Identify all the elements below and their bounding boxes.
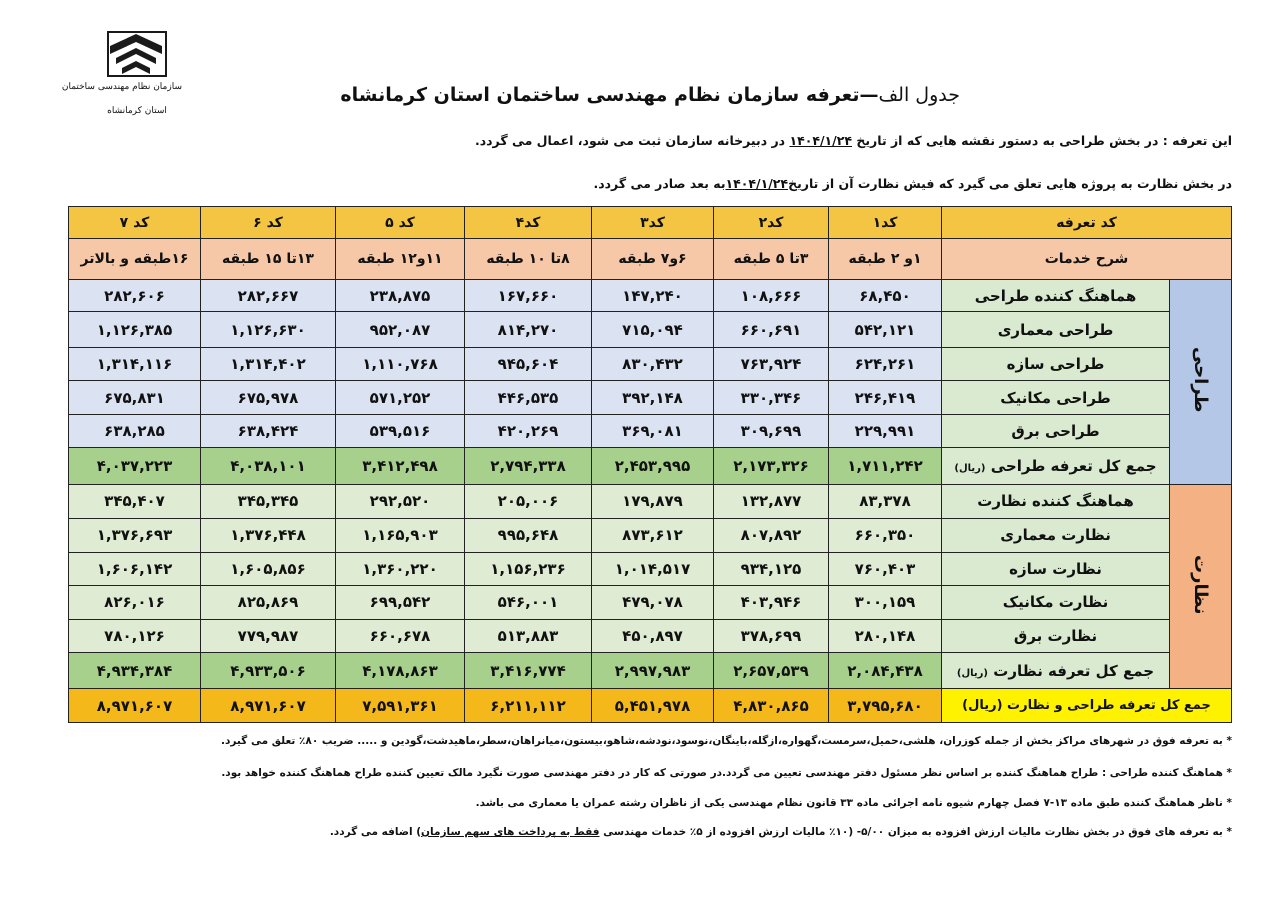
value-cell: ۴۷۹,۰۷۸ bbox=[592, 586, 714, 619]
design-section bbox=[1170, 279, 1232, 484]
note-3: * ناظر هماهنگ کننده طبق ماده ۱۳-۷ فصل چهارم شیوه نامه اجرائی ماده ۳۳ قانون نظام مهندسی یکی از ناظران رشته عمران یا معماری می باشد. bbox=[475, 797, 1232, 809]
floor-cell: ۱۶طبقه و بالاتر bbox=[69, 239, 201, 280]
value-cell: ۱,۶۰۶,۱۴۲ bbox=[69, 552, 201, 585]
value-cell: ۷۸۰,۱۲۶ bbox=[69, 619, 201, 652]
value-cell: ۶۳۸,۴۲۴ bbox=[201, 414, 336, 447]
total-row bbox=[69, 653, 1232, 689]
intro-line-2-date: ۱۴۰۴/۱/۲۴ bbox=[725, 176, 789, 191]
note-1: * به تعرفه فوق در شهرهای مراکز بخش از جمله کوزران، هلشی،حمیل،سرمست،گهواره،ازگله،باینگان،نوسود،نودشه،شاهو،بیستون،میانراهان،سطر،ماهیدشت،گودین و ..... ضریب ۸۰٪ تعلق می گیرد. bbox=[220, 735, 1232, 747]
value-cell: ۸۷۳,۶۱۲ bbox=[592, 519, 714, 552]
logo-province: استان کرمانشاه bbox=[107, 106, 167, 116]
total-unit: (ریال) bbox=[954, 462, 986, 474]
value-cell: ۶۲۴,۲۶۱ bbox=[829, 347, 942, 380]
value-cell: ۲۲۹,۹۹۱ bbox=[829, 414, 942, 447]
grand-total-cell: ۸,۹۷۱,۶۰۷ bbox=[69, 689, 201, 723]
total-value-cell: ۲,۶۵۷,۵۳۹ bbox=[714, 653, 829, 689]
table-row bbox=[69, 279, 1232, 311]
total-value-cell: ۱,۷۱۱,۲۴۲ bbox=[829, 448, 942, 484]
value-cell: ۱۷۹,۸۷۹ bbox=[592, 484, 714, 518]
value-cell: ۱,۱۶۵,۹۰۳ bbox=[336, 519, 465, 552]
value-cell: ۱,۱۱۰,۷۶۸ bbox=[336, 347, 465, 380]
design-section-label: طراحی bbox=[1190, 347, 1212, 413]
value-cell: ۱۳۲,۸۷۷ bbox=[714, 484, 829, 518]
page-title bbox=[340, 84, 960, 106]
total-value-cell: ۲,۷۹۴,۳۳۸ bbox=[465, 448, 592, 484]
grand-total-cell: ۳,۷۹۵,۶۸۰ bbox=[829, 689, 942, 723]
value-cell: ۸۲۵,۸۶۹ bbox=[201, 586, 336, 619]
code-header: کد تعرفه bbox=[942, 207, 1232, 239]
value-cell: ۲۰۵,۰۰۶ bbox=[465, 484, 592, 518]
total-unit: (ریال) bbox=[956, 667, 989, 679]
table-row bbox=[69, 414, 1232, 447]
row-label: نظارت مکانیک bbox=[942, 586, 1170, 619]
note-2: * هماهنگ کننده طراحی : طراح هماهنگ کننده بر اساس نظر مسئول دفتر مهندسی تعیین می گردد.در صورتی که کار در دفتر مهندسی صورت نگیرد مالک تعیین کننده طراح هماهنگ کننده خواهد بود. bbox=[221, 767, 1232, 779]
value-cell: ۲۸۰,۱۴۸ bbox=[829, 619, 942, 652]
row-label: طراحی مکانیک bbox=[942, 381, 1170, 414]
value-cell: ۳۴۵,۴۰۷ bbox=[69, 484, 201, 518]
grand-total-cell: ۷,۵۹۱,۳۶۱ bbox=[336, 689, 465, 723]
total-value-cell: ۲,۰۸۴,۴۳۸ bbox=[829, 653, 942, 689]
code-cell: کد ۷ bbox=[69, 207, 201, 239]
value-cell: ۷۶۰,۴۰۳ bbox=[829, 552, 942, 585]
grand-total-label: جمع کل تعرفه طراحی و نظارت (ریال) bbox=[942, 689, 1232, 723]
supervision-section-label: نظارت bbox=[1190, 554, 1212, 615]
value-cell: ۲۹۲,۵۲۰ bbox=[336, 484, 465, 518]
value-cell: ۲۸۲,۶۰۶ bbox=[69, 279, 201, 311]
value-cell: ۱۶۷,۶۶۰ bbox=[465, 279, 592, 311]
title-prefix: جدول الف bbox=[878, 84, 960, 106]
total-value-cell: ۴,۹۳۴,۳۸۴ bbox=[69, 653, 201, 689]
table-row bbox=[69, 519, 1232, 552]
value-cell: ۴۲۰,۲۶۹ bbox=[465, 414, 592, 447]
value-cell: ۱,۱۲۶,۶۳۰ bbox=[201, 312, 336, 347]
value-cell: ۶۶۰,۳۵۰ bbox=[829, 519, 942, 552]
floor-cell: ۳تا ۵ طبقه bbox=[714, 239, 829, 280]
value-cell: ۱,۳۱۴,۱۱۶ bbox=[69, 347, 201, 380]
total-value-cell: ۳,۴۱۲,۴۹۸ bbox=[336, 448, 465, 484]
floor-cell: ۸تا ۱۰ طبقه bbox=[465, 239, 592, 280]
logo bbox=[61, 30, 182, 116]
table-row bbox=[69, 347, 1232, 380]
total-value-cell: ۴,۰۳۸,۱۰۱ bbox=[201, 448, 336, 484]
value-cell: ۴۵۰,۸۹۷ bbox=[592, 619, 714, 652]
value-cell: ۵۳۹,۵۱۶ bbox=[336, 414, 465, 447]
value-cell: ۳۴۵,۳۴۵ bbox=[201, 484, 336, 518]
value-cell: ۱۴۷,۲۴۰ bbox=[592, 279, 714, 311]
row-label: طراحی معماری bbox=[942, 312, 1170, 347]
table-row bbox=[69, 552, 1232, 585]
value-cell: ۷۶۳,۹۲۴ bbox=[714, 347, 829, 380]
intro-line-1-date: ۱۴۰۴/۱/۲۴ bbox=[789, 133, 852, 148]
value-cell: ۱,۳۶۰,۲۲۰ bbox=[336, 552, 465, 585]
value-cell: ۳۰۹,۶۹۹ bbox=[714, 414, 829, 447]
value-cell: ۶۸,۴۵۰ bbox=[829, 279, 942, 311]
code-cell: کد۴ bbox=[465, 207, 592, 239]
value-cell: ۱,۳۷۶,۶۹۳ bbox=[69, 519, 201, 552]
value-cell: ۲۸۲,۶۶۷ bbox=[201, 279, 336, 311]
row-label: هماهنگ کننده نظارت bbox=[942, 484, 1170, 518]
total-value-cell: ۲,۱۷۳,۳۲۶ bbox=[714, 448, 829, 484]
note-4-a: * به تعرفه های فوق در بخش نظارت مالیات ارزش افزوده به میزان ۵/۰۰- (۱۰٪ مالیات ارزش افزوده از ۵٪ خدمات مهندسی bbox=[599, 826, 1232, 838]
value-cell: ۸۰۷,۸۹۲ bbox=[714, 519, 829, 552]
code-cell: کد۱ bbox=[829, 207, 942, 239]
value-cell: ۴۴۶,۵۳۵ bbox=[465, 381, 592, 414]
value-cell: ۱,۱۲۶,۳۸۵ bbox=[69, 312, 201, 347]
floor-cell: ۱۳تا ۱۵ طبقه bbox=[201, 239, 336, 280]
grand-total-cell: ۶,۲۱۱,۱۱۲ bbox=[465, 689, 592, 723]
supervision-section bbox=[1170, 484, 1232, 689]
code-cell: کد ۶ bbox=[201, 207, 336, 239]
value-cell: ۵۴۲,۱۲۱ bbox=[829, 312, 942, 347]
table-row bbox=[69, 381, 1232, 414]
code-row bbox=[69, 207, 1232, 239]
value-cell: ۶۷۵,۸۳۱ bbox=[69, 381, 201, 414]
total-label bbox=[942, 653, 1170, 689]
row-label: هماهنگ کننده طراحی bbox=[942, 279, 1170, 311]
value-cell: ۶۶۰,۶۷۸ bbox=[336, 619, 465, 652]
desc-header: شرح خدمات bbox=[942, 239, 1232, 280]
value-cell: ۶۳۸,۲۸۵ bbox=[69, 414, 201, 447]
value-cell: ۱,۰۱۴,۵۱۷ bbox=[592, 552, 714, 585]
value-cell: ۶۹۹,۵۴۲ bbox=[336, 586, 465, 619]
row-label: نظارت برق bbox=[942, 619, 1170, 652]
row-label: طراحی سازه bbox=[942, 347, 1170, 380]
value-cell: ۸۳۰,۴۳۲ bbox=[592, 347, 714, 380]
note-4-b: ) اضافه می گردد. bbox=[329, 826, 422, 838]
total-label bbox=[942, 448, 1170, 484]
value-cell: ۵۷۱,۲۵۲ bbox=[336, 381, 465, 414]
row-label: نظارت سازه bbox=[942, 552, 1170, 585]
tariff-table bbox=[68, 206, 1232, 723]
value-cell: ۶۷۵,۹۷۸ bbox=[201, 381, 336, 414]
total-value-cell: ۲,۴۵۳,۹۹۵ bbox=[592, 448, 714, 484]
total-value-cell: ۴,۰۳۷,۲۲۳ bbox=[69, 448, 201, 484]
logo-org-name: سازمان نظام مهندسی ساختمان bbox=[61, 82, 182, 92]
value-cell: ۳۰۰,۱۵۹ bbox=[829, 586, 942, 619]
intro-line-1-b: در دبیرخانه سازمان ثبت می شود، اعمال می گردد. bbox=[474, 133, 790, 148]
total-label-text: جمع کل تعرفه نظارت bbox=[993, 661, 1155, 680]
intro-line-1 bbox=[475, 133, 1232, 148]
table-row bbox=[69, 312, 1232, 347]
value-cell: ۸۲۶,۰۱۶ bbox=[69, 586, 201, 619]
value-cell: ۷۷۹,۹۸۷ bbox=[201, 619, 336, 652]
floor-cell: ۱۱و۱۲ طبقه bbox=[336, 239, 465, 280]
total-row bbox=[69, 448, 1232, 484]
grand-total-cell: ۵,۴۵۱,۹۷۸ bbox=[592, 689, 714, 723]
value-cell: ۳۳۰,۳۴۶ bbox=[714, 381, 829, 414]
total-label-text: جمع کل تعرفه طراحی bbox=[990, 456, 1157, 475]
value-cell: ۹۴۵,۶۰۴ bbox=[465, 347, 592, 380]
floors-row bbox=[69, 239, 1232, 280]
table-row bbox=[69, 619, 1232, 652]
floor-cell: ۶و۷ طبقه bbox=[592, 239, 714, 280]
value-cell: ۲۳۸,۸۷۵ bbox=[336, 279, 465, 311]
value-cell: ۱,۶۰۵,۸۵۶ bbox=[201, 552, 336, 585]
floor-cell: ۱و ۲ طبقه bbox=[829, 239, 942, 280]
value-cell: ۱,۱۵۶,۲۳۶ bbox=[465, 552, 592, 585]
intro-line-2-b: به بعد صادر می گردد. bbox=[593, 176, 726, 191]
code-cell: کد۲ bbox=[714, 207, 829, 239]
value-cell: ۹۹۵,۶۴۸ bbox=[465, 519, 592, 552]
value-cell: ۸۱۴,۲۷۰ bbox=[465, 312, 592, 347]
value-cell: ۸۳,۳۷۸ bbox=[829, 484, 942, 518]
value-cell: ۹۵۲,۰۸۷ bbox=[336, 312, 465, 347]
grand-total-cell: ۸,۹۷۱,۶۰۷ bbox=[201, 689, 336, 723]
row-label: نظارت معماری bbox=[942, 519, 1170, 552]
code-cell: کد۳ bbox=[592, 207, 714, 239]
grand-total-row bbox=[69, 689, 1232, 723]
intro-line-2-a: در بخش نظارت به پروژه هایی تعلق می گیرد که فیش نظارت آن از تاریخ bbox=[788, 176, 1232, 191]
value-cell: ۷۱۵,۰۹۴ bbox=[592, 312, 714, 347]
table-row bbox=[69, 484, 1232, 518]
intro-line-1-a: این تعرفه : در بخش طراحی به دستور نقشه هایی که از تاریخ bbox=[852, 133, 1232, 148]
row-label: طراحی برق bbox=[942, 414, 1170, 447]
value-cell: ۳۶۹,۰۸۱ bbox=[592, 414, 714, 447]
value-cell: ۲۴۶,۴۱۹ bbox=[829, 381, 942, 414]
value-cell: ۱,۳۷۶,۴۴۸ bbox=[201, 519, 336, 552]
value-cell: ۱,۳۱۴,۴۰۲ bbox=[201, 347, 336, 380]
value-cell: ۴۰۳,۹۴۶ bbox=[714, 586, 829, 619]
grand-total-cell: ۴,۸۳۰,۸۶۵ bbox=[714, 689, 829, 723]
org-logo-icon bbox=[106, 30, 168, 78]
total-value-cell: ۲,۹۹۷,۹۸۳ bbox=[592, 653, 714, 689]
total-value-cell: ۳,۴۱۶,۷۷۴ bbox=[465, 653, 592, 689]
intro-line-2 bbox=[593, 176, 1232, 191]
value-cell: ۶۶۰,۶۹۱ bbox=[714, 312, 829, 347]
value-cell: ۳۹۲,۱۴۸ bbox=[592, 381, 714, 414]
value-cell: ۱۰۸,۶۶۶ bbox=[714, 279, 829, 311]
note-4 bbox=[330, 826, 1232, 838]
note-4-underlined: فقط به پرداخت های سهم سازمان bbox=[421, 826, 600, 838]
total-value-cell: ۴,۹۳۳,۵۰۶ bbox=[201, 653, 336, 689]
value-cell: ۹۳۴,۱۲۵ bbox=[714, 552, 829, 585]
total-value-cell: ۴,۱۷۸,۸۶۳ bbox=[336, 653, 465, 689]
value-cell: ۵۱۳,۸۸۳ bbox=[465, 619, 592, 652]
title-main: —تعرفه سازمان نظام مهندسی ساختمان استان کرمانشاه bbox=[340, 84, 879, 106]
table-row bbox=[69, 586, 1232, 619]
value-cell: ۵۴۶,۰۰۱ bbox=[465, 586, 592, 619]
value-cell: ۳۷۸,۶۹۹ bbox=[714, 619, 829, 652]
code-cell: کد ۵ bbox=[336, 207, 465, 239]
